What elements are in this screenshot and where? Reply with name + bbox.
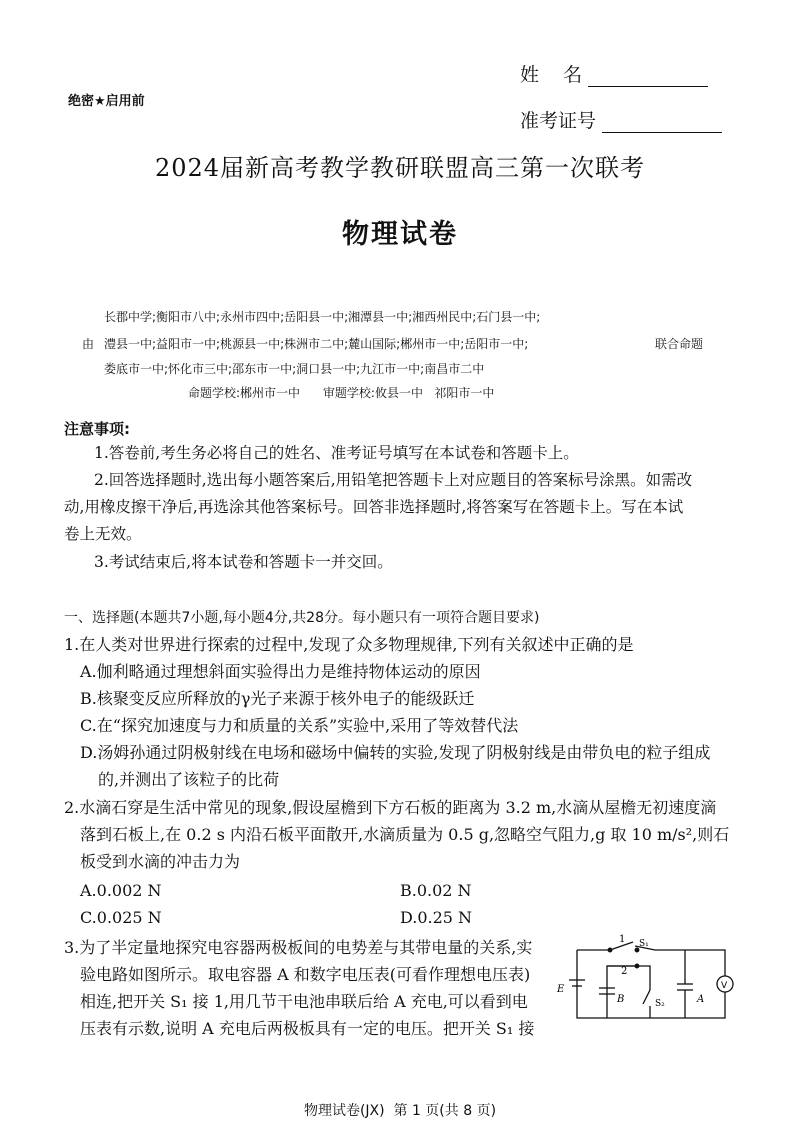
schools-line-3: 娄底市一中;怀化市三中;邵东市一中;洞口县一中;九江市一中;南昌市二中 — [104, 362, 485, 376]
schools-line-1: 长郡中学;衡阳市八中;永州市四中;岳阳县一中;湘潭县一中;湘西州民中;石门县一中; — [104, 310, 541, 324]
q3-line-1: 3.为了半定量地探究电容器两极板间的电势差与其带电量的关系,实 — [64, 938, 533, 957]
q1-option-d-line-2: 的,并测出了该粒子的比荷 — [98, 770, 280, 789]
exam-id-field — [520, 106, 722, 133]
schools-prefix: 由 — [82, 337, 95, 351]
circuit-label-s1: S₁ — [639, 939, 649, 949]
name-label: 姓 名 — [520, 64, 583, 86]
q1-option-d-line-1: D.汤姆孙通过阴极射线在电场和磁场中偏转的实验,发现了阴极射线是由带负电的粒子组成 — [80, 743, 711, 762]
exam-id-blank[interactable] — [602, 114, 722, 133]
q1-option-a: A.伽利略通过理想斜面实验得出力是维持物体运动的原因 — [80, 662, 481, 681]
q1-option-c: C.在“探究加速度与力和质量的关系”实验中,采用了等效替代法 — [80, 716, 519, 735]
notice-item-3: 3.考试结束后,将本试卷和答题卡一并交回。 — [94, 553, 393, 571]
notice-item-2-line-3: 卷上无效。 — [64, 525, 142, 543]
circuit-label-s2: S₂ — [655, 999, 665, 1009]
q2-option-a: A.0.002 N — [80, 881, 162, 900]
circuit-label-e: E — [557, 984, 565, 995]
subject-title: 物理试卷 — [342, 219, 458, 250]
exam-id-label: 准考证号 — [520, 110, 597, 132]
q1-stem: 1.在人类对世界进行探索的过程中,发现了众多物理规律,下列有关叙述中正确的是 — [64, 635, 634, 654]
schools-line-2: 澧县一中;益阳市一中;桃源县一中;株洲市二中;麓山国际;郴州市一中;岳阳市一中; — [104, 337, 529, 351]
circuit-label-1: 1 — [619, 934, 626, 945]
name-blank[interactable] — [588, 68, 708, 87]
confidential-label: 绝密★启用前 — [68, 94, 145, 109]
notice-item-2-line-1: 2.回答选择题时,选出每小题答案后,用铅笔把答题卡上对应题目的答案标号涂黑。如需改 — [94, 471, 693, 489]
schools-line-4: 命题学校:郴州市一中 审题学校:攸县一中 祁阳市一中 — [188, 386, 495, 400]
q2-line-3: 板受到水滴的冲击力为 — [80, 852, 241, 871]
schools-suffix: 联合命题 — [655, 337, 704, 351]
q2-option-b: B.0.02 N — [400, 881, 472, 900]
circuit-label-a: A — [697, 994, 705, 1005]
name-field — [520, 60, 708, 87]
q3-line-2: 验电路如图所示。取电容器 A 和数字电压表(可看作理想电压表) — [80, 965, 531, 984]
q3-circuit-diagram — [555, 930, 755, 1030]
q3-line-4: 压表有示数,说明 A 充电后两极板具有一定的电压。把开关 S₁ 接 — [80, 1019, 535, 1038]
q2-option-d: D.0.25 N — [400, 908, 473, 927]
q2-line-2: 落到石板上,在 0.2 s 内沿石板平面散开,水滴质量为 0.5 g,忽略空气阻力,g 取 10 m/s²,则石 — [80, 825, 730, 844]
circuit-label-2: 2 — [621, 966, 628, 977]
q1-option-b: B.核聚变反应所释放的γ光子来源于核外电子的能级跃迁 — [80, 689, 475, 708]
notice-item-1: 1.答卷前,考生务必将自己的姓名、准考证号填写在本试卷和答题卡上。 — [94, 444, 579, 462]
section-heading: 一、选择题(本题共7小题,每小题4分,共28分。每小题只有一项符合题目要求) — [64, 610, 540, 626]
page-footer: 物理试卷(JX) 第 1 页(共 8 页) — [303, 1103, 497, 1119]
exam-title: 2024届新高考教学教研联盟高三第一次联考 — [154, 154, 646, 182]
q2-line-1: 2.水滴石穿是生活中常见的现象,假设屋檐到下方石板的距离为 3.2 m,水滴从屋檐无初速度滴 — [64, 798, 717, 817]
notice-item-2-line-2: 动,用橡皮擦干净后,再选涂其他答案标号。回答非选择题时,将答案写在答题卡上。写在本试 — [64, 498, 684, 516]
notice-heading: 注意事项: — [64, 420, 130, 438]
q2-option-c: C.0.025 N — [80, 908, 162, 927]
circuit-label-b: B — [617, 994, 625, 1005]
q3-line-3: 相连,把开关 S₁ 接 1,用几节干电池串联后给 A 充电,可以看到电 — [80, 992, 528, 1011]
voltmeter-label: V — [721, 981, 728, 991]
